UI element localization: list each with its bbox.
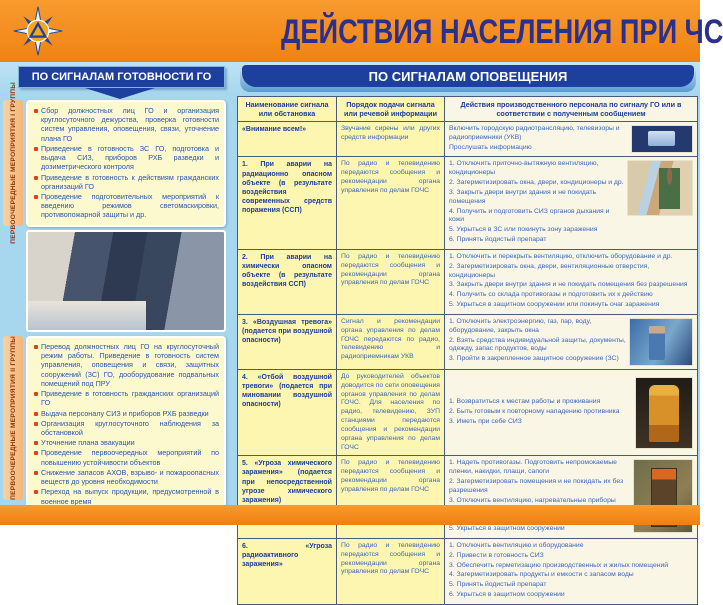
- procedure-cell: По радио и телевидению передаются сообщения и рекомендации органа управления по делам ГОЧС: [337, 456, 444, 538]
- table-row: [238, 122, 697, 156]
- actions-list: [449, 542, 693, 601]
- actions-cell: [445, 157, 697, 248]
- actions-list: [449, 253, 693, 311]
- action-item: Включить городскую радиотрансляцию, телевизоры и радиоприемники (УКВ): [449, 125, 620, 141]
- action-item: 1. Возвратиться к местам работы и проживания: [449, 397, 601, 405]
- left-section-header: ПО СИГНАЛАМ ГОТОВНОСТИ ГО: [18, 66, 225, 88]
- action-item: 1. Отключить приточно-вытяжную вентиляцию, кондиционеры: [449, 160, 599, 177]
- action-item: 6. Укрыться в защитном сооружении: [449, 591, 565, 599]
- group2-measures-block: [26, 336, 226, 513]
- measure-item: Приведение в готовность ЗС ГО, подготовка и выдача СИЗ, приборов РХБ разведки и дозиметрического контроля: [33, 144, 219, 172]
- action-item: 5. Принять йодистый препарат: [449, 581, 547, 589]
- action-item: 1. Отключить и перекрыть вентиляцию, отключить оборудование и др.: [449, 252, 673, 260]
- table-row: [238, 250, 697, 314]
- action-item: 2. Загерметизировать окна, двери, вентиляционные отверстия, кондиционеры: [449, 262, 650, 279]
- action-item: 4. Получить и подготовить СИЗ органов дыхания и кожи: [449, 207, 610, 224]
- action-item: 3. Закрыть двери внутри здания и не покидать помещения: [449, 188, 597, 205]
- signal-cell: 2. При аварии на химически опасном объекте (в результате воздействия ССП): [238, 250, 336, 314]
- top-orange-band: [0, 0, 723, 62]
- action-item: 1. Отключить электроэнергию, газ, пар, воду, оборудование, закрыть окна: [449, 317, 592, 334]
- action-item: 4. Получить со склада противогазы и подготовить их к действию: [449, 291, 653, 299]
- table-header-row: [238, 97, 697, 121]
- column-header-actions: Действия производственного персонала по сигналу ГО или в соответствии с полученным сообщением: [445, 97, 697, 121]
- measure-item: Уточнение плана эвакуации: [33, 438, 219, 447]
- group1-side-label-text: ПЕРВООЧЕРЕДНЫЕ МЕРОПРИЯТИЯ I ГРУППЫ: [9, 82, 17, 244]
- mchs-emblem-icon: [12, 5, 64, 57]
- signal-cell: 1. При аварии на радиационно опасном объекте (в результате воздействия современных средств поражения (ССП): [238, 157, 336, 248]
- table-row: [238, 315, 697, 369]
- procedure-cell: По радио и телевидению передаются сообщения и рекомендации органа управления по делам ГОЧС: [337, 539, 444, 604]
- group2-side-label: [3, 336, 23, 500]
- right-section-header: ПО СИГНАЛАМ ОПОВЕЩЕНИЯ: [242, 65, 694, 87]
- table-row: [238, 456, 697, 538]
- actions-list: [449, 125, 628, 153]
- measure-item: Приведение в готовность к действиям гражданских организаций ГО: [33, 173, 219, 191]
- actions-cell: [445, 539, 697, 604]
- action-item: 2. Загерметизировать помещения и не покидать их без разрешения: [449, 478, 624, 494]
- actions-cell: [445, 250, 697, 314]
- bottom-orange-band: [0, 505, 700, 525]
- action-item: 1. Надеть противогазы. Подготовить непромокаемые пленки, накидки, плащи, сапоги: [449, 459, 617, 476]
- action-item: 5. Укрыться в защитном сооружении: [449, 525, 565, 533]
- chevron-down-icon: [85, 88, 155, 99]
- signal-cell: 5. «Угроза химического заражения» (подается при непосредственной угрозе химического заражения): [238, 456, 336, 538]
- window-sealing-photo: [627, 160, 693, 216]
- signal-cell: 6. «Угроза радиоактивного заражения»: [238, 539, 336, 604]
- action-item: Прослушать информацию: [449, 143, 532, 151]
- actions-cell: [445, 370, 697, 455]
- officers-briefing-photo: [26, 230, 226, 332]
- procedure-cell: Сигнал и рекомендации органа управления по делам ГОЧС передаются по радио, телевидению и радиоприемникам УКВ: [337, 315, 444, 369]
- column-header-procedure: Порядок подачи сигнала или речевой информации: [337, 97, 444, 121]
- actions-list: [449, 160, 624, 245]
- table-row: [238, 539, 697, 604]
- procedure-cell: До руководителей объектов доводится по сети оповещения органов управления по делам ГОЧС. Для населения по радио, телевидению, ЗУП станциями передаются сообщения и рекомендации органа управления по делам ГОЧС: [337, 370, 444, 455]
- column-header-signal: Наименование сигнала или обстановка: [238, 97, 336, 121]
- action-item: 3. Пройти в закрепленное защитное сооружение (ЗС): [449, 355, 619, 363]
- action-item: 4. Загерметизировать продукты и емкости с запасом воды: [449, 571, 634, 579]
- signal-cell: «Внимание всем!»: [238, 122, 336, 156]
- tv-photo: [631, 125, 693, 153]
- action-item: 2. Взять средства индивидуальной защиты, документы, одежду, запас продуктов, воды: [449, 336, 626, 353]
- actions-list: [449, 398, 632, 427]
- alert-signals-table: [237, 96, 698, 605]
- group2-measures-list: [33, 342, 219, 506]
- measure-item: Переход на выпуск продукции, предусмотренной в военное время: [33, 487, 219, 505]
- table-row: [238, 157, 697, 248]
- measure-item: Сбор должностных лиц ГО и организация круглосуточного дежурства, проверка готовности систем управления, оповещения, связи, уточнение плана ГО: [33, 106, 219, 143]
- procedure-cell: Звучание сирены или других средств информации: [337, 122, 444, 156]
- actions-cell: [445, 122, 697, 156]
- actions-cell: [445, 315, 697, 369]
- equipment-shutdown-photo: [629, 318, 693, 366]
- action-item: 2. Быть готовым к повторному нападению противника: [449, 407, 620, 415]
- action-item: 5. Укрыться в ЗС или покинуть зону заражения: [449, 226, 598, 234]
- signal-cell: 4. «Отбой воздушной тревоги» (подается при миновании воздушной опасности): [238, 370, 336, 455]
- action-item: 3. Обеспечить герметизацию производственных и жилых помещений: [449, 561, 669, 569]
- procedure-cell: По радио и телевидению передаются сообщения и рекомендации органа управления по делам ГОЧС: [337, 157, 444, 248]
- action-item: 5. Укрыться в защитном сооружении или покинуть очаг заражения: [449, 301, 660, 309]
- group1-measures-list: [33, 106, 219, 220]
- procedure-cell: По радио и телевидению передаются сообщения и рекомендации органа управления по делам ГОЧС: [337, 250, 444, 314]
- action-item: 1. Отключить вентиляцию и оборудование: [449, 541, 584, 549]
- measure-item: Снижение запасов АХОВ, взрыво- и пожароопасных веществ до уровня необходимости: [33, 468, 219, 486]
- action-item: 2. Загерметизировать окна, двери, кондиционеры и др.: [449, 179, 624, 187]
- action-item: 3. Иметь при себе СИЗ: [449, 417, 522, 425]
- poster-title: ДЕЙСТВИЯ НАСЕЛЕНИЯ ПРИ ЧС: [281, 13, 723, 51]
- actions-list: [449, 318, 626, 365]
- action-item: 3. Закрыть двери внутри здания и не покидать помещения без разрешения: [449, 281, 688, 289]
- action-item: 3. Отключить вентиляцию, нагревательные приборы: [449, 496, 616, 504]
- protective-suit-photo: [635, 377, 693, 449]
- group2-side-label-text: ПЕРВООЧЕРЕДНЫЕ МЕРОПРИЯТИЯ II ГРУППЫ: [9, 336, 17, 500]
- measure-item: Приведение в готовность гражданских организаций ГО: [33, 389, 219, 407]
- action-item: 6. Принять йодистый препарат: [449, 236, 547, 244]
- measure-item: Проведение первоочередных мероприятий по повышению устойчивости объектов: [33, 448, 219, 466]
- action-item: 2. Привести в готовность СИЗ: [449, 551, 544, 559]
- group1-side-label: [3, 82, 23, 244]
- right-header-ribbon: [240, 63, 696, 92]
- measure-item: Проведение подготовительных мероприятий к введению режимов светомаскировки, противопожарной защиты и др.: [33, 192, 219, 220]
- measure-item: Выдача персоналу СИЗ и приборов РХБ разведки: [33, 409, 219, 418]
- group1-measures-block: [26, 100, 226, 227]
- table-row: [238, 370, 697, 455]
- measure-item: Организация круглосуточного наблюдения за обстановкой: [33, 419, 219, 437]
- signal-cell: 3. «Воздушная тревога» (подается при воздушной опасности): [238, 315, 336, 369]
- actions-cell: [445, 456, 697, 538]
- measure-item: Перевод должностных лиц ГО на круглосуточный режим работы. Приведение в готовность систем управления, оповещения и связи, защитных сооружений (ЗС) ГО, дооборудование подвальных помещений под ПРУ: [33, 342, 219, 388]
